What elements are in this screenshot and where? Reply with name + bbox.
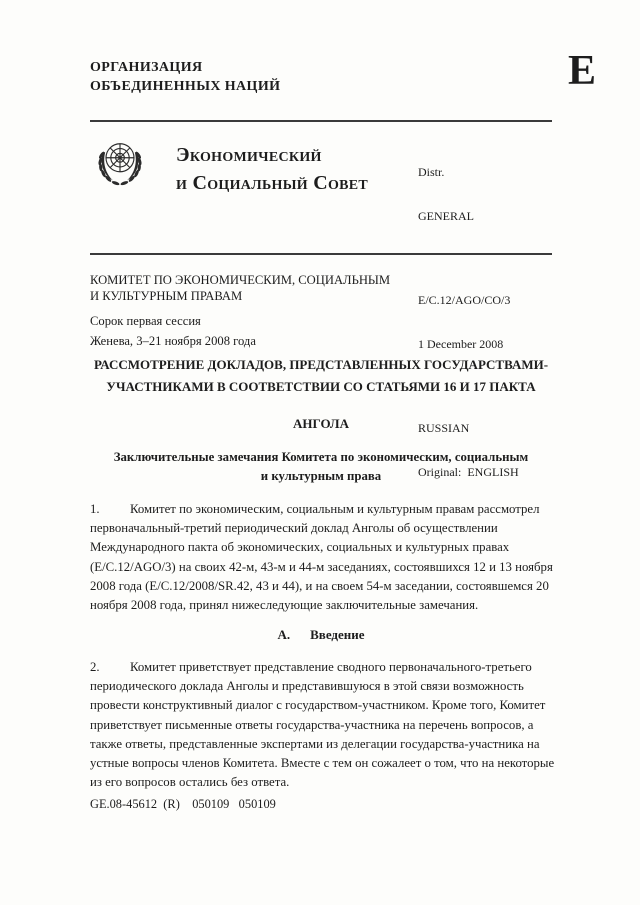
distr-label: Distr.	[418, 165, 445, 179]
un-emblem-icon	[92, 134, 148, 192]
council-title-line1: Экономический	[176, 144, 322, 166]
document-subtitle	[90, 448, 552, 486]
document-subtitle-line1: Заключительные замечания Комитета по экономическим, социальным	[113, 450, 529, 464]
country-name: АНГОЛА	[293, 416, 349, 431]
org-name	[90, 58, 280, 96]
section-a-heading	[90, 627, 552, 643]
document-title	[90, 354, 552, 398]
masthead-divider	[90, 253, 552, 255]
document-subtitle-line2: и культурным права	[260, 469, 382, 483]
council-title	[176, 141, 368, 197]
org-name-line1: ОРГАНИЗАЦИЯ	[90, 60, 203, 75]
document-original-language: Original: ENGLISH	[418, 464, 519, 479]
section-a-title: Введение	[310, 627, 365, 642]
committee-name-line1: КОМИТЕТ ПО ЭКОНОМИЧЕСКИМ, СОЦИАЛЬНЫМ	[90, 273, 391, 287]
section-a-label: A.	[277, 627, 291, 642]
council-title-line2: и Социальный Совет	[176, 172, 369, 194]
paragraph-1-text: Комитет по экономическим, социальным и культурным правам рассмотрел первоначальный-третий периодический доклад Анголы об осуществлении Международного пакта об экономических, социальных и культурных правах (E/C.12/AGO/3) на своих 42-м, 43-м и 44-м заседаниях, состоявшихся 12 и 13 ноября 2008 года (E/C.12/2008/SR.42, 43 и 44), и на своем 54-м заседании, состоявшемся 20 ноября 2008 года, принял нижеследующие заключительные замечания.	[90, 502, 553, 613]
document-series-letter: E	[568, 48, 597, 94]
document-title-line1: РАССМОТРЕНИЕ ДОКЛАДОВ, ПРЕДСТАВЛЕННЫХ ГОСУДАРСТВАМИ-	[93, 357, 549, 372]
session-venue-dates: Женева, 3–21 ноября 2008 года	[90, 334, 256, 348]
distr-value: GENERAL	[418, 208, 474, 223]
org-name-line2: ОБЪЕДИНЕННЫХ НАЦИЙ	[90, 79, 281, 94]
paragraph-2-text: Комитет приветствует представление сводного первоначального-третьего периодического доклада Анголы и представившуюся в этой связи возможность провести конструктивный диалог с государством-участником. Кроме того, Комитет приветствует письменные ответы государства-участника на перечень вопросов, а также ответы, представленные экспертами из делегации государства-участника на устные вопросы членов Комитета. Вместе с тем он сожалеет о том, что на некоторые из его вопросов остались без ответа.	[90, 660, 555, 790]
committee-name-line2: И КУЛЬТУРНЫМ ПРАВАМ	[90, 289, 243, 303]
document-symbol: E/C.12/AGO/CO/3	[418, 293, 511, 307]
header-divider	[90, 120, 552, 122]
document-reference-footer: GE.08-45612 (R) 050109 050109	[90, 797, 276, 811]
committee-block	[90, 272, 390, 349]
document-title-line2: УЧАСТНИКАМИ В СООТВЕТСТВИИ СО СТАТЬЯМИ 16 И 17 ПАКТА	[106, 379, 536, 394]
paragraph-1	[90, 500, 560, 615]
session-number: Сорок первая сессия	[90, 314, 201, 328]
document-language: RUSSIAN	[418, 421, 470, 435]
paragraph-1-number: 1.	[90, 502, 100, 516]
paragraph-2	[90, 658, 560, 792]
paragraph-2-number: 2.	[90, 660, 100, 674]
document-date: 1 December 2008	[418, 336, 504, 351]
